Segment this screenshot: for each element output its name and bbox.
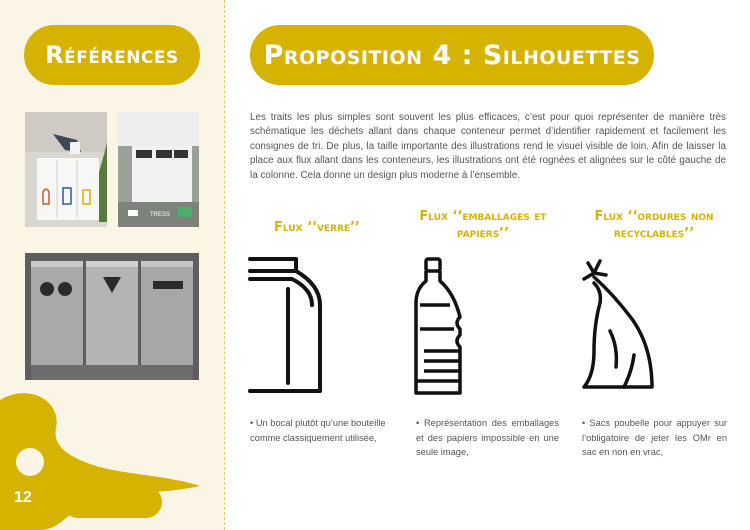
- decorative-blob: [0, 388, 224, 530]
- reference-photo-station: [118, 112, 199, 227]
- svg-text:TRESS: TRESS: [150, 212, 171, 218]
- intro-paragraph: Les traits les plus simples sont souvent les plus efficaces, c’est pour quoi représenter de manière très schématique les déchets allant dans chaque conteneur permet d’identifier rapidement et facilement les consignes de tri. De plus, la taille importante des illustrations rend le visuel visible de loin. Afin de laisser la place aux flux allant dans les conteneurs, les illustrations ont été rognées et alignées sur le côté gauche de la colonne. Cela donne un design plus moderne à l’ensemble.: [250, 112, 726, 181]
- flux-title-verre: Flux ‘‘verre’’: [274, 220, 360, 235]
- column-divider: [224, 0, 225, 530]
- page-number: 12: [14, 489, 32, 506]
- reference-photo-steel-bins: [25, 253, 199, 380]
- jar-icon: [248, 255, 324, 395]
- references-heading: Références: [24, 25, 200, 85]
- flux-description-emballages: • Représentation des emballages et des papiers impossible en une seule image,: [416, 418, 559, 458]
- trash-bag-icon: [580, 255, 660, 395]
- flux-title-emballages: Flux ‘‘emballages et papiers’’: [419, 209, 547, 241]
- reference-photo-sorting-bins: [25, 112, 107, 227]
- plastic-bottle-icon: [414, 255, 466, 395]
- flux-description-verre: • Un bocal plutôt qu’une bouteille comme classiquement utilisée,: [250, 418, 386, 443]
- flux-title-ordures: Flux ‘‘ordures non recyclables’’: [594, 209, 714, 241]
- page-title: Proposition 4 : Silhouettes: [250, 25, 654, 85]
- flux-description-ordures: • Sacs poubelle pour appuyer sur l’obligatoire de jeter les OMr en sac en non en vrac,: [582, 418, 727, 458]
